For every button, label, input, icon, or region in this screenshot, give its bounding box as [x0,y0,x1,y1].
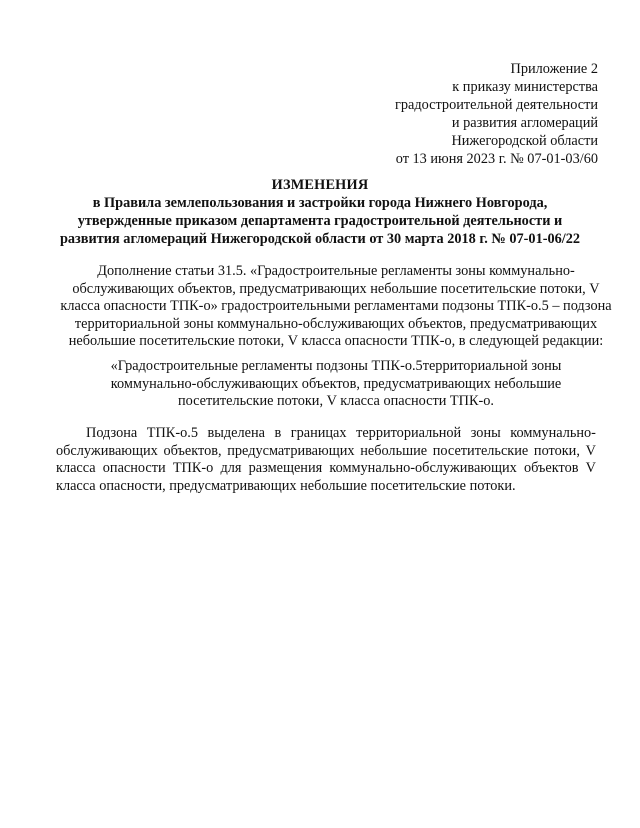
word: коммунально- [510,425,596,441]
word: ТПК-о.5 [146,425,198,441]
appendix-line: от 13 июня 2023 г. № 07-01-03/60 [395,151,598,167]
quote-line: «Градостроительные регламенты подзоны ТПК-о.5территориальной зоны [110,358,562,374]
word: V [585,442,596,459]
paragraph-line [56,425,596,443]
paragraph-line: территориальной зоны коммунально-обслуживающих объектов, предусматривающих [74,315,598,332]
word: границах [290,425,347,441]
paragraph-line: небольшие посетительские потоки, V класса опасности ТПК-о, в следующей редакции: [68,333,604,349]
appendix-header [395,60,598,168]
document-title [44,176,596,248]
paragraph-line [56,443,596,461]
word: V [585,460,596,476]
appendix-line: к приказу министерства [452,79,598,95]
paragraph-line [56,460,596,478]
title-line: развития агломераций Нижегородской области от 30 марта 2018 г. № 07-01-06/22 [59,231,581,247]
word: коммунально-обслуживающих [329,460,517,476]
paragraph-addition [56,263,616,351]
quote-line: посетительские потоки, V класса опасности ТПК-о. [178,393,494,409]
word: выделена [207,425,265,441]
appendix-line: Приложение 2 [510,61,598,77]
word: ТПК-о [172,460,214,476]
word: опасности [102,460,166,476]
title-line: в Правила землепользования и застройки города Нижнего Новгорода, [92,195,548,211]
word: класса [56,460,96,476]
appendix-line: градостроительной деятельности [395,97,598,113]
appendix-line: Нижегородской области [451,133,598,149]
word: обслуживающих [56,442,158,459]
word: предусматривающих [227,442,355,459]
quoted-heading [56,358,616,411]
word: территориальной [356,425,462,441]
word: объектов [523,460,579,476]
word: посетительские [432,442,529,459]
paragraph-line: класса опасности, предусматривающих небольшие посетительские потоки. [56,477,516,494]
title-line: утвержденные приказом департамента градостроительной деятельности и [77,213,563,229]
word: для [220,460,242,476]
word: объектов, [163,442,222,459]
word: Подзона [86,425,138,441]
paragraph-line: класса опасности ТПК-о» градостроительными регламентами подзоны ТПК-о.5 – подзона [60,298,612,314]
paragraph-line: Дополнение статьи 31.5. «Градостроительные регламенты зоны коммунально- [97,263,575,279]
title-heading: ИЗМЕНЕНИЯ [271,177,369,193]
quote-line: коммунально-обслуживающих объектов, предусматривающих небольшие [110,375,562,392]
word: небольшие [360,442,428,459]
word: потоки, [533,442,580,459]
word: размещения [248,460,323,476]
word: в [274,425,282,441]
word: зоны [470,425,501,441]
appendix-line: и развития агломераций [451,115,598,131]
paragraph-line: обслуживающих объектов, предусматривающих небольшие посетительские потоки, V [72,280,600,297]
paragraph-subzone [56,425,596,495]
